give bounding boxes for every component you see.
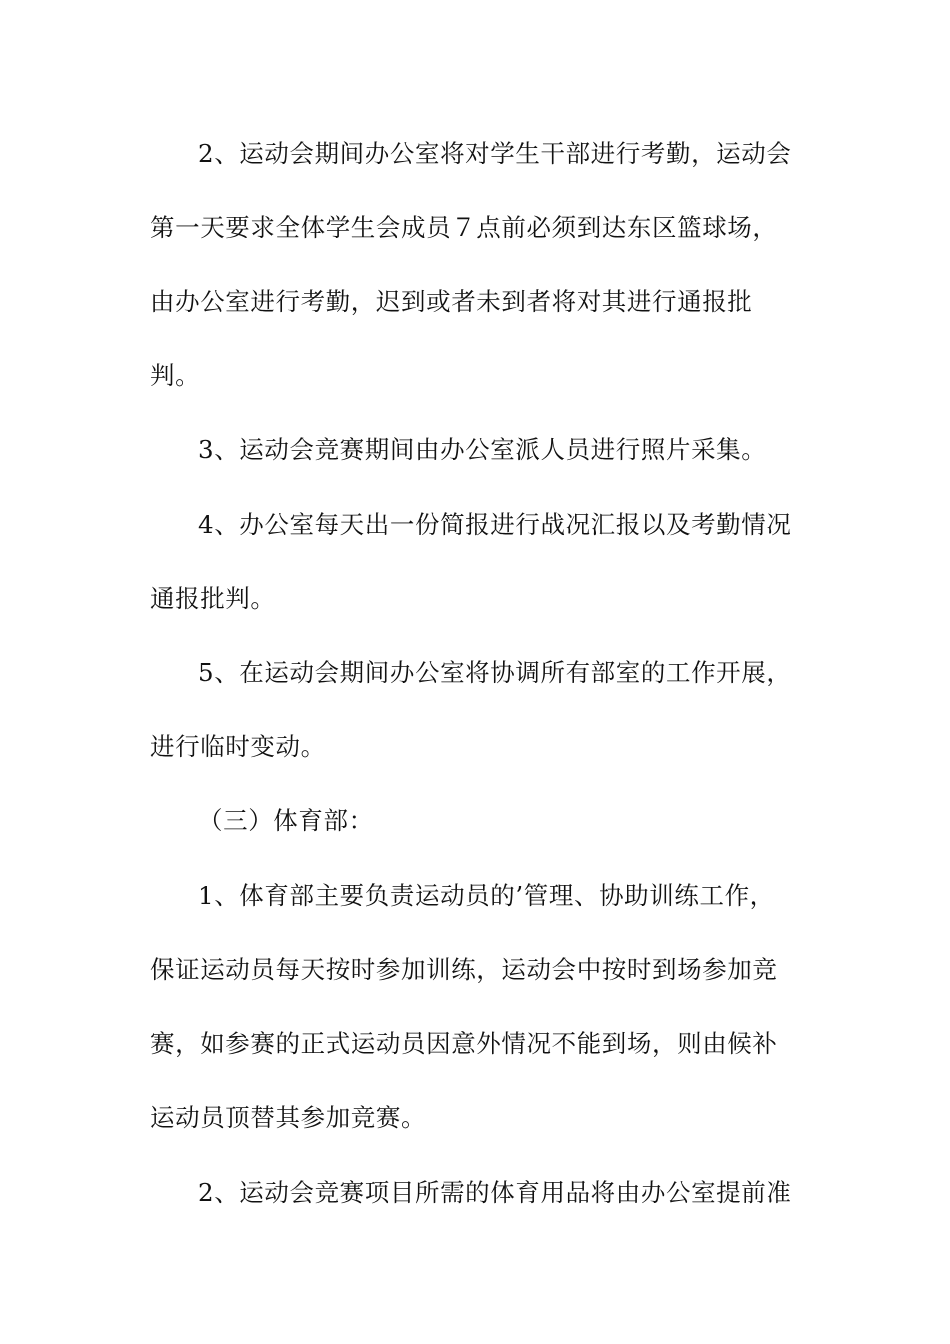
text-line-12: 保证运动员每天按时参加训练，运动会中按时到场参加竞	[150, 955, 778, 984]
text-line-2: 第一天要求全体学生会成员７点前必须到达东区篮球场，	[150, 213, 778, 242]
text-line-4: 判。	[150, 361, 201, 390]
text-line-7: 通报批判。	[150, 584, 276, 613]
text-line-15: 2、运动会竞赛项目所需的体育用品将由办公室提前准	[198, 1178, 792, 1207]
text-line-6: 4、办公室每天出一份简报进行战况汇报以及考勤情况	[198, 510, 792, 539]
text-line-14: 运动员顶替其参加竞赛。	[150, 1103, 427, 1132]
text-line-1: 2、运动会期间办公室将对学生干部进行考勤，运动会	[198, 139, 792, 168]
text-line-11: 1、体育部主要负责运动员的’管理、协助训练工作，	[198, 881, 775, 910]
text-line-8: 5、在运动会期间办公室将协调所有部室的工作开展，	[198, 658, 792, 687]
section-heading: （三）体育部：	[198, 806, 374, 835]
text-line-9: 进行临时变动。	[150, 732, 326, 761]
text-line-5: 3、运动会竞赛期间由办公室派人员进行照片采集。	[198, 435, 767, 464]
text-line-3: 由办公室进行考勤，迟到或者未到者将对其进行通报批	[150, 287, 753, 316]
text-line-13: 赛，如参赛的正式运动员因意外情况不能到场，则由候补	[150, 1029, 778, 1058]
